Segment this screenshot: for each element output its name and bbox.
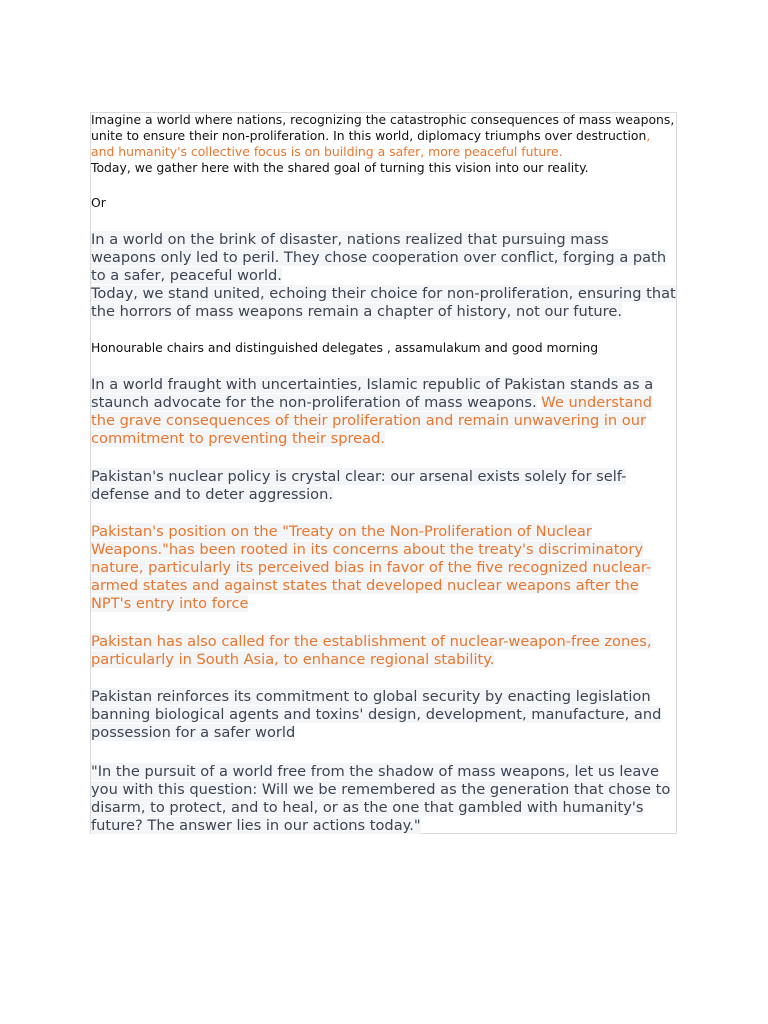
intro-paragraph bbox=[91, 376, 677, 448]
opening-line-2: Today, we gather here with the shared goal of turning this vision into our reality. bbox=[91, 160, 589, 175]
opening-text: Imagine a world where nations, recognizing the catastrophic consequences of mass weapons, unite to ensure their non-proliferation. In this world, diplomacy triumphs over destruction bbox=[91, 112, 675, 143]
opening-paragraph bbox=[91, 112, 677, 176]
legislation-text: Pakistan reinforces its commitment to global security by enacting legislation banning biological agents and toxins' design, development, manufacture, and possession for a safer world bbox=[91, 688, 662, 741]
closing-text: "In the pursuit of a world free from the shadow of mass weapons, let us leave you with this question: Will we be remembered as the generation that chose to disarm, to protect, and to heal, or as the one that gambled with humanity's future? The answer lies in our actions today." bbox=[91, 763, 671, 834]
intro-orange-text: We understand the grave consequences of their proliferation and remain unwavering in our commitment to preventing their spread. bbox=[91, 394, 652, 447]
opening-orange-text: , and humanity's collective focus is on building a safer, more peaceful future. bbox=[91, 128, 651, 159]
npt-text: Pakistan's position on the "Treaty on the Non-Proliferation of Nuclear Weapons."has been rooted in its concerns about the treaty's discriminatory nature, particularly its perceived bias in favor of the five recognized nuclear-armed states and against states that developed nuclear weapons after the NPT's entry into force bbox=[91, 523, 652, 612]
zones-text: Pakistan has also called for the establishment of nuclear-weapon-free zones, particularly in South Asia, to enhance regional stability. bbox=[91, 633, 652, 668]
alternative-p2: Today, we stand united, echoing their choice for non-proliferation, ensuring that the horrors of mass weapons remain a chapter of history, not our future. bbox=[91, 285, 676, 320]
intro-text: In a world fraught with uncertainties, Islamic republic of Pakistan stands as a staunch advocate for the non-proliferation of mass weapons. bbox=[91, 376, 654, 411]
zones-paragraph bbox=[91, 633, 677, 669]
policy-paragraph bbox=[91, 468, 677, 504]
legislation-paragraph bbox=[91, 688, 677, 742]
separator-or: Or bbox=[91, 195, 106, 210]
npt-paragraph bbox=[91, 523, 677, 613]
alternative-paragraph bbox=[91, 231, 677, 321]
greeting: Honourable chairs and distinguished delegates , assamulakum and good morning bbox=[91, 340, 599, 355]
alternative-p1: In a world on the brink of disaster, nations realized that pursuing mass weapons only led to peril. They chose cooperation over conflict, forging a path to a safer, peaceful world. bbox=[91, 231, 667, 284]
policy-text: Pakistan's nuclear policy is crystal clear: our arsenal exists solely for self-defense and to deter aggression. bbox=[91, 468, 627, 503]
closing-paragraph bbox=[91, 763, 677, 835]
